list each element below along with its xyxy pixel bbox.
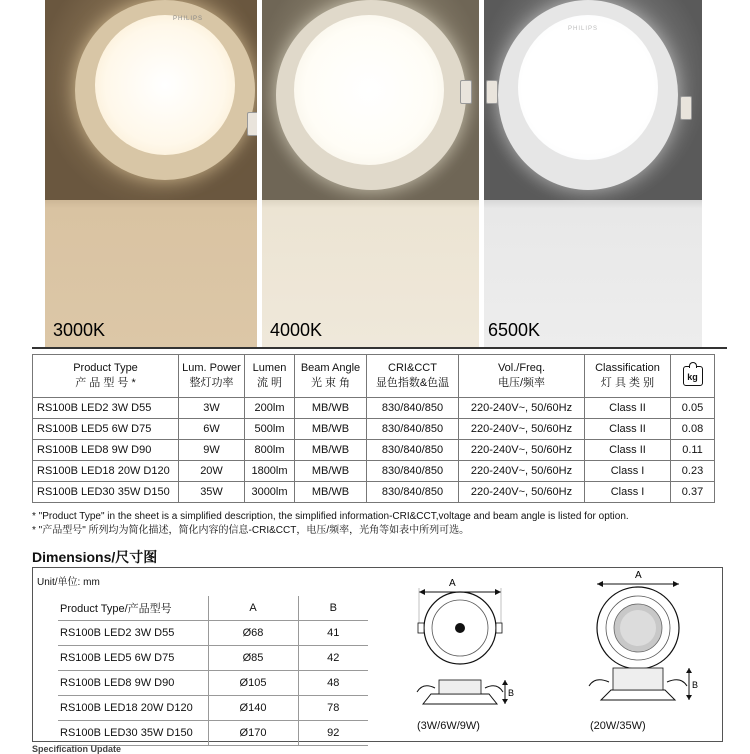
downlight-lens	[95, 15, 235, 155]
product-type-cell: RS100B LED8 9W D90	[33, 440, 179, 461]
brand-mark: PHILIPS	[568, 26, 599, 32]
lumen-cell: 1800lm	[245, 461, 295, 482]
header-lum-power: Lum. Power 整灯功率	[179, 355, 245, 398]
dim-product-cell: RS100B LED30 35W D150	[58, 721, 208, 746]
classification-cell: Class II	[585, 398, 671, 419]
spec-table	[32, 354, 715, 503]
dim-label-a: A	[635, 570, 642, 581]
spec-row	[33, 419, 715, 440]
dim-label-b: B	[692, 680, 699, 690]
spec-row	[33, 482, 715, 503]
dim-product-cell: RS100B LED2 3W D55	[58, 621, 208, 646]
dim-a-cell: Ø68	[208, 621, 298, 646]
dimensions-row	[58, 721, 368, 746]
dim-b-cell: 48	[298, 671, 368, 696]
weight-cell: 0.08	[671, 419, 715, 440]
kg-weight-icon: kg	[683, 366, 703, 386]
spec-row	[33, 398, 715, 419]
cct-label: 6500K	[488, 320, 541, 340]
unit-label: Unit/单位: mm	[37, 577, 100, 588]
dim-b-cell: 78	[298, 696, 368, 721]
classification-cell: Class I	[585, 482, 671, 503]
beam-angle-cell: MB/WB	[295, 419, 367, 440]
dim-header-a: A	[208, 596, 298, 621]
header-classification: Classification 灯 具 类 别	[585, 355, 671, 398]
product-photo-strip	[0, 0, 750, 347]
dimensions-row	[58, 671, 368, 696]
spring-clip-icon	[247, 112, 257, 136]
spring-clip-icon	[486, 80, 498, 104]
dim-a-cell: Ø85	[208, 646, 298, 671]
footer-partial-heading: Specification Update	[32, 744, 122, 754]
beam-angle-cell: MB/WB	[295, 440, 367, 461]
lumen-cell: 800lm	[245, 440, 295, 461]
note-zh: * "产品型号" 所列均为简化描述，简化内容的信息-CRI&CCT，电压/频率，光角等如表中所列可选。	[32, 525, 470, 536]
dim-header-b: B	[298, 596, 368, 621]
cri-cct-cell: 830/840/850	[367, 440, 459, 461]
dimensions-row	[58, 646, 368, 671]
spec-row	[33, 461, 715, 482]
dim-product-cell: RS100B LED5 6W D75	[58, 646, 208, 671]
downlight-lens	[294, 15, 444, 165]
spec-row	[33, 440, 715, 461]
spec-header-row	[33, 355, 715, 398]
spec-notes	[32, 510, 722, 538]
cct-label: 3000K	[53, 320, 106, 340]
header-weight	[671, 355, 715, 398]
vol-freq-cell: 220-240V~, 50/60Hz	[459, 461, 585, 482]
beam-angle-cell: MB/WB	[295, 398, 367, 419]
weight-cell: 0.11	[671, 440, 715, 461]
photo-6500k	[484, 0, 702, 347]
classification-cell: Class II	[585, 440, 671, 461]
downlight-lens	[518, 15, 658, 160]
note-en: * "Product Type" in the sheet is a simplified description, the simplified information-CRI&CCT,voltage and beam angle is listed for option.	[32, 511, 629, 522]
section-divider	[32, 347, 727, 349]
caption-large-models: (20W/35W)	[590, 720, 646, 732]
vol-freq-cell: 220-240V~, 50/60Hz	[459, 398, 585, 419]
lum-power-cell: 3W	[179, 398, 245, 419]
cct-label: 4000K	[270, 320, 323, 340]
product-type-cell: RS100B LED2 3W D55	[33, 398, 179, 419]
header-product-type: Product Type 产 品 型 号 *	[33, 355, 179, 398]
dimensions-table	[58, 596, 368, 746]
cri-cct-cell: 830/840/850	[367, 419, 459, 440]
lum-power-cell: 6W	[179, 419, 245, 440]
dim-b-cell: 42	[298, 646, 368, 671]
dim-a-cell: Ø170	[208, 721, 298, 746]
drawing-large-models	[563, 568, 703, 718]
dim-a-cell: Ø105	[208, 671, 298, 696]
vol-freq-cell: 220-240V~, 50/60Hz	[459, 440, 585, 461]
dimensions-title: Dimensions/尺寸图	[32, 549, 158, 565]
spring-clip-icon	[680, 96, 692, 120]
header-vol-freq: Vol./Freq. 电压/频率	[459, 355, 585, 398]
dim-product-cell: RS100B LED8 9W D90	[58, 671, 208, 696]
dim-a-cell: Ø140	[208, 696, 298, 721]
header-cri-cct: CRI&CCT 显色指数&色温	[367, 355, 459, 398]
classification-cell: Class II	[585, 419, 671, 440]
dim-b-cell: 92	[298, 721, 368, 746]
caption-small-models: (3W/6W/9W)	[417, 720, 480, 732]
product-type-cell: RS100B LED30 35W D150	[33, 482, 179, 503]
weight-cell: 0.37	[671, 482, 715, 503]
vol-freq-cell: 220-240V~, 50/60Hz	[459, 419, 585, 440]
weight-cell: 0.05	[671, 398, 715, 419]
drawing-small-models	[405, 576, 515, 716]
cri-cct-cell: 830/840/850	[367, 398, 459, 419]
lum-power-cell: 9W	[179, 440, 245, 461]
photo-4000k	[262, 0, 479, 347]
header-beam-angle: Beam Angle 光 束 角	[295, 355, 367, 398]
cri-cct-cell: 830/840/850	[367, 461, 459, 482]
dim-label-a: A	[449, 578, 456, 589]
product-type-cell: RS100B LED5 6W D75	[33, 419, 179, 440]
cri-cct-cell: 830/840/850	[367, 482, 459, 503]
dim-header-product: Product Type/产品型号	[58, 596, 208, 621]
dim-label-b: B	[508, 688, 515, 698]
photo-3000k	[45, 0, 257, 347]
dimensions-row	[58, 696, 368, 721]
brand-mark: PHILIPS	[173, 16, 204, 22]
spring-clip-icon	[460, 80, 472, 104]
product-type-cell: RS100B LED18 20W D120	[33, 461, 179, 482]
vol-freq-cell: 220-240V~, 50/60Hz	[459, 482, 585, 503]
dim-b-cell: 41	[298, 621, 368, 646]
dim-product-cell: RS100B LED18 20W D120	[58, 696, 208, 721]
classification-cell: Class I	[585, 461, 671, 482]
dimensions-panel	[32, 567, 723, 742]
lum-power-cell: 35W	[179, 482, 245, 503]
dimensions-row	[58, 621, 368, 646]
lumen-cell: 500lm	[245, 419, 295, 440]
lumen-cell: 200lm	[245, 398, 295, 419]
weight-cell: 0.23	[671, 461, 715, 482]
lum-power-cell: 20W	[179, 461, 245, 482]
beam-angle-cell: MB/WB	[295, 482, 367, 503]
lumen-cell: 3000lm	[245, 482, 295, 503]
dimensions-header-row	[58, 596, 368, 621]
beam-angle-cell: MB/WB	[295, 461, 367, 482]
header-lumen: Lumen 流 明	[245, 355, 295, 398]
